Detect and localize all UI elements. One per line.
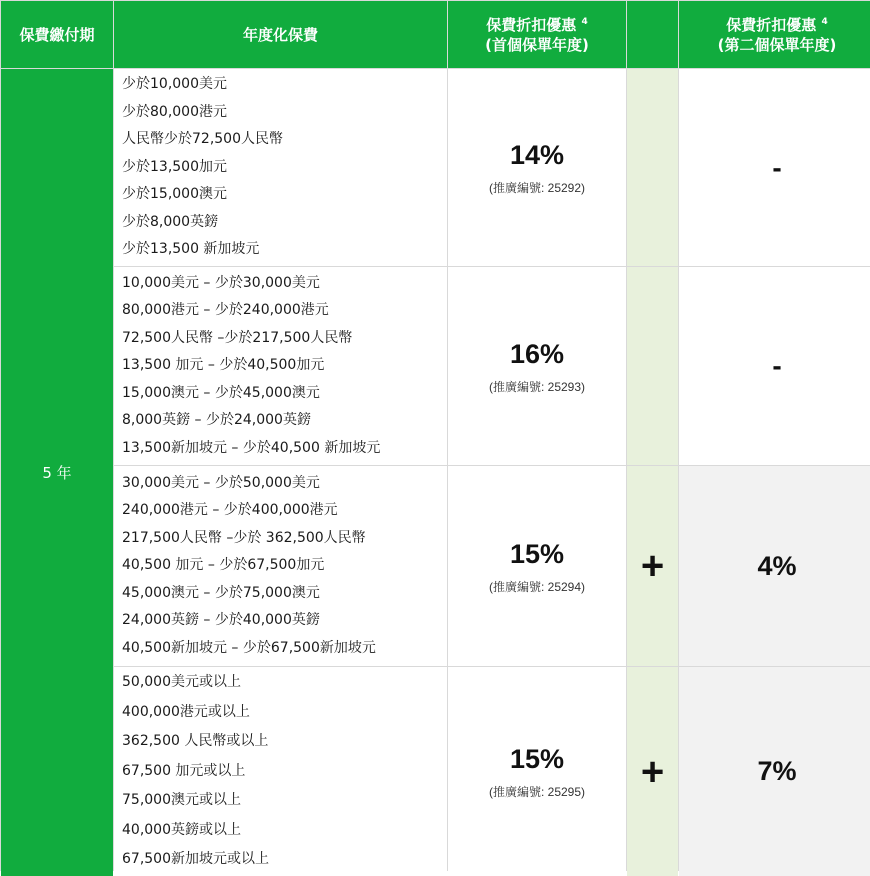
first-discount-percent: 15% — [509, 744, 565, 774]
amount-line: 45,000澳元 – 少於75,000澳元 — [122, 584, 320, 601]
amount-line: 少於13,500 新加坡元 — [122, 241, 260, 258]
amount-line: 50,000美元或以上 — [122, 674, 241, 691]
plus-icon: + — [640, 544, 665, 588]
amount-line: 75,000澳元或以上 — [122, 792, 241, 809]
amount-line: 40,500新加坡元 – 少於67,500新加坡元 — [122, 639, 376, 656]
tier-2-first-discount — [448, 267, 626, 465]
amount-line: 217,500人民幣 –少於 362,500人民幣 — [122, 529, 366, 546]
tier-2-amounts — [114, 267, 447, 465]
amount-line: 8,000英鎊 – 少於24,000英鎊 — [122, 412, 311, 429]
amount-line: 67,500 加元或以上 — [122, 762, 246, 779]
first-discount-percent: 15% — [509, 538, 565, 569]
second-discount-value: 7% — [757, 756, 797, 786]
amount-line: 人民幣少於72,500人民幣 — [122, 131, 283, 148]
amount-line: 13,500 加元 – 少於40,500加元 — [122, 357, 325, 374]
tier-4-first-discount — [448, 667, 626, 876]
second-discount-value: - — [772, 151, 782, 183]
amount-line: 少於13,500加元 — [122, 158, 227, 175]
second-discount-value: - — [772, 350, 782, 381]
amount-line: 10,000美元 – 少於30,000美元 — [122, 274, 320, 291]
promo-code: (推廣編號: 25294) — [488, 579, 586, 594]
header-premium — [114, 1, 447, 68]
amount-line: 少於10,000美元 — [122, 76, 227, 93]
amount-line: 362,500 人民幣或以上 — [122, 733, 269, 750]
tier-4-second-discount — [679, 667, 870, 876]
tier-3-plus-cell — [627, 466, 678, 666]
amount-line: 24,000英鎊 – 少於40,000英鎊 — [122, 612, 320, 629]
tier-1-first-discount — [448, 69, 626, 266]
amount-line: 80,000港元 – 少於240,000港元 — [122, 302, 329, 319]
tier-3-amounts — [114, 466, 447, 666]
second-discount-value: 4% — [757, 550, 797, 581]
amount-line: 15,000澳元 – 少於45,000澳元 — [122, 384, 320, 401]
header-term-label: 保費繳付期 — [19, 25, 95, 44]
tier-1-second-discount — [679, 69, 870, 266]
promo-code: (推廣編號: 25293) — [488, 379, 586, 394]
header-plus-spacer — [627, 1, 678, 68]
amount-line: 67,500新加坡元或以上 — [122, 851, 269, 868]
amount-line: 400,000港元或以上 — [122, 703, 250, 720]
tier-1-amounts — [114, 69, 447, 266]
amount-line: 240,000港元 – 少於400,000港元 — [122, 502, 338, 519]
first-discount-percent: 16% — [509, 338, 565, 369]
tier-2-plus-cell — [627, 267, 678, 465]
first-discount-percent: 14% — [509, 140, 565, 170]
header-first-discount-sub: (首個保單年度) — [485, 35, 589, 54]
amount-line: 72,500人民幣 –少於217,500人民幣 — [122, 329, 353, 346]
amount-line: 13,500新加坡元 – 少於40,500 新加坡元 — [122, 439, 381, 456]
tier-3-second-discount — [679, 466, 870, 666]
amount-line: 少於8,000英鎊 — [122, 213, 219, 230]
header-second-discount-footnote: 4 — [821, 16, 828, 27]
amount-line: 少於80,000港元 — [122, 103, 227, 120]
header-first-discount — [448, 1, 626, 68]
amount-line: 40,500 加元 – 少於67,500加元 — [122, 557, 325, 574]
promo-code: (推廣編號: 25295) — [488, 785, 586, 799]
header-second-discount — [679, 1, 870, 68]
term-cell — [1, 69, 113, 876]
tier-4-plus-cell — [627, 667, 678, 876]
tier-3-first-discount — [448, 466, 626, 666]
tier-4-amounts — [114, 667, 447, 876]
tier-2-second-discount — [679, 267, 870, 465]
header-premium-label: 年度化保費 — [242, 25, 318, 44]
amount-line: 少於15,000澳元 — [122, 186, 227, 203]
promo-code: (推廣編號: 25292) — [488, 181, 586, 195]
header-first-discount-footnote: 4 — [581, 16, 588, 27]
term-value: 5 年 — [42, 464, 72, 482]
header-second-discount-sub: (第二個保單年度) — [717, 35, 837, 54]
plus-icon: + — [640, 749, 665, 794]
amount-line: 40,000英鎊或以上 — [122, 821, 241, 838]
header-term — [1, 1, 113, 68]
header-first-discount-label: 保費折扣優惠 — [486, 15, 577, 34]
amount-line: 30,000美元 – 少於50,000美元 — [122, 474, 320, 491]
tier-1-plus-cell — [627, 69, 678, 266]
header-second-discount-label: 保費折扣優惠 — [726, 15, 817, 34]
